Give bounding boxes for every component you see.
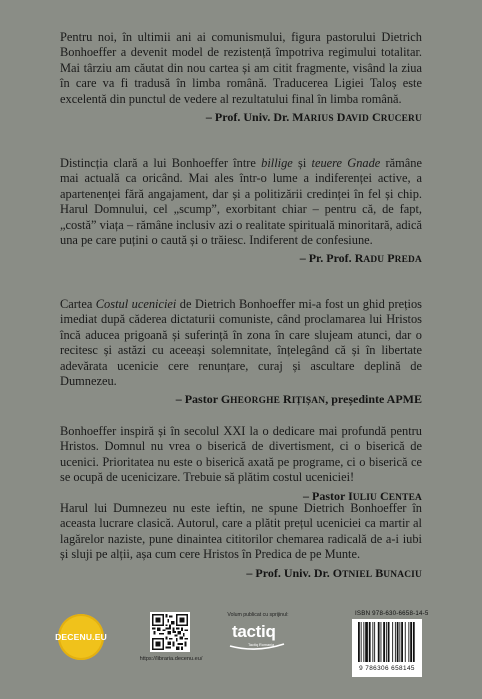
sponsor-logo-text: tactiq: [232, 622, 276, 641]
qr-code: [150, 612, 190, 652]
author-name: RADU PREDA: [354, 251, 422, 266]
isbn: ISBN 978-630-6658-14-5: [355, 610, 429, 617]
endorsement-text: Pentru noi, în ultimii ani ai comunismului, figura pastorului Dietrich Bonhoeffer a devenit model de rezistență împotriva regimului totalitar. Mai târziu am căutat din nou cartea și am citit fragmente, visând la ziua în care va fi tradusă în limba română. Traducerea Ligiei Taloș este excelentă din punctul de vedere al rezultatului final în limba română.: [60, 30, 422, 106]
author-name: MARIUS DAVID CRUCERU: [292, 110, 422, 125]
publisher-logo: [55, 614, 107, 660]
qr-code-icon: [152, 614, 188, 650]
endorsement-attribution: – Pastor GHEORGHE RIȚIȘAN, președinte APME: [175, 392, 422, 407]
barcode: [352, 619, 422, 677]
barcode-icon: [358, 622, 416, 664]
endorsement-attribution: – Pr. Prof. RADU PREDA: [299, 251, 422, 266]
sponsor-logo: [226, 620, 288, 652]
endorsement-text: Harul lui Dumnezeu nu este ieftin, ne spune Dietrich Bonhoeffer în aceasta lucrare clasică. Autorul, care a plătit prețul uceniciei ca martir al lagărelor naziste, pune dinaintea cititorilor chemarea radicală de a-i iubi și sluji pe alții, așa cum cere Hristos în Predica de pe Munte.: [60, 501, 422, 562]
endorsement-bunaciu: [60, 501, 422, 581]
qr-url: https://libraria.decenu.eu/: [139, 656, 203, 662]
endorsement-centea: [60, 424, 422, 504]
cover-footer: [0, 598, 482, 699]
endorsement-ritisan: [60, 297, 422, 407]
sponsor-logo-subtitle: Tactiq Romania: [248, 643, 275, 647]
endorsement-text: Cartea Costul uceniciei de Dietrich Bonhoeffer mi-a fost un ghid prețios imediat după căderea dictaturii comuniste, când proclamarea lui Hristos încă aducea prigoană și suferință în zona în care slujeam atunci, dar o recitesc și astăzi cu aceeași solemnitate, înțelegând că și în libertate adevărata ucenicie cere renunțare, curaj și ascultare deplină de Dumnezeu.: [60, 297, 422, 389]
author-name: OTNIEL BUNACIU: [332, 565, 422, 580]
endorsement-attribution: – Prof. Univ. Dr. MARIUS DAVID CRUCERU: [205, 110, 422, 125]
publisher-logo-text: DECENU.EU: [55, 632, 107, 642]
barcode-digits: 9 786306 658145: [359, 665, 415, 672]
author-name: GHEORGHE RIȚIȘAN: [220, 392, 326, 407]
endorsement-cruceru: [60, 30, 422, 125]
sponsor-label: Volum publicat cu sprijinul:: [227, 612, 289, 618]
endorsement-attribution: – Prof. Univ. Dr. OTNIEL BUNACIU: [246, 565, 422, 580]
endorsement-text: Distincția clară a lui Bonhoeffer între billige și teuere Gnade rămâne mai actuală ca oricând. Mai ales într-o lume a indiferenței active, a apartenenței fără angajament, dar și a politizării credinței în fel și chip. Harul Domnului, cel „scump”, exorbitant chiar – pentru că, de fapt, „costă” viața – rămâne inclusiv azi o realitate spirituală minoritară, adică una pe care puțini o caută și o trăiesc. Indiferent de confesiune.: [60, 156, 422, 248]
endorsement-text: Bonhoeffer inspiră și în secolul XXI la o dedicare mai profundă pentru Hristos. Domnul nu vrea o biserică de divertisment, ci o biserică de ucenici. Prioritatea nu este o biserică axată pe programe, ci o biserică ce se ocupă de ucenicizare. Trebuie să plătim costul uceniciei!: [60, 424, 422, 485]
endorsement-attribution: – Pastor IULIU CENTEA: [302, 488, 422, 503]
endorsement-preda: [60, 156, 422, 266]
author-name: IULIU CENTEA: [348, 488, 422, 503]
